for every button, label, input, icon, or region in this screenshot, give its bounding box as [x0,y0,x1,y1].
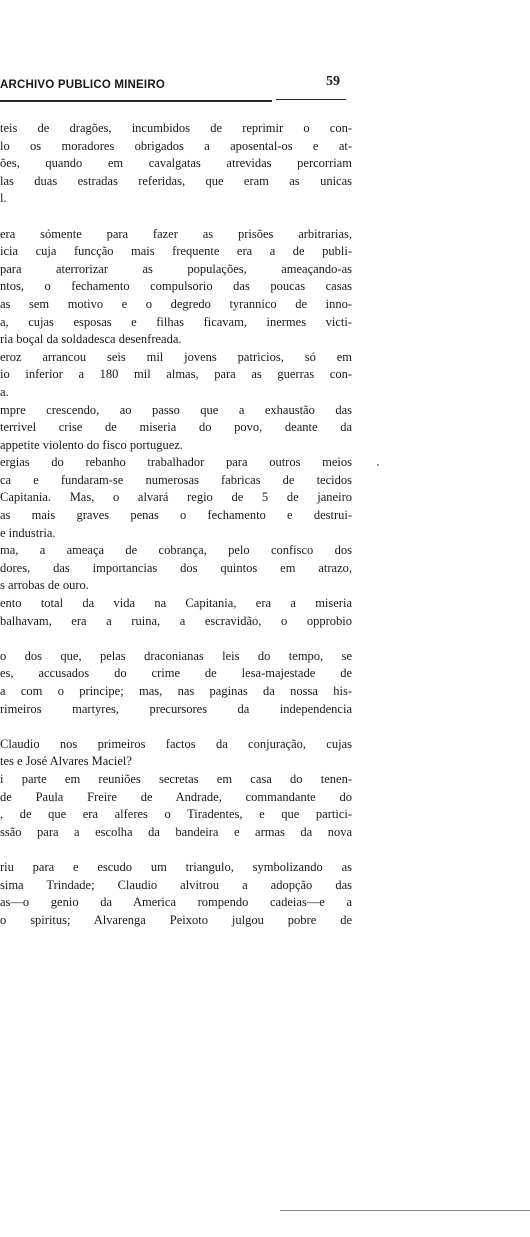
text-line: mpre crescendo, ao passo que a exhaustão das [0,402,352,417]
text-line: ca e fundaram-se numerosas fabricas de tecidos [0,472,352,487]
text-line: icia cuja funcção mais frequente era a de publi- [0,244,352,259]
text-line: ergias do rebanho trabalhador para outros meios [0,455,352,470]
text-line: sima Trindade; Claudio alvitrou a adopção das [0,877,352,892]
text-line: balhavam, era a ruina, a escravidão, o opprobio [0,613,352,628]
text-line: lo os moradores obrigados a aposental-os e at- [0,138,352,153]
text-line: appetite violento do fisco portuguez. [0,437,183,452]
page-number: 59 [326,74,340,89]
text-line: a, cujas esposas e filhas ficavam, inermes victi- [0,314,352,329]
text-line: es, accusados do crime de lesa-majestade de [0,666,352,681]
text-line: terrivel crise de miseria do povo, deante da [0,420,352,435]
text-line: ma, a ameaça de cobrança, pelo confisco dos [0,543,352,558]
text-line: tes e José Alvares Maciel? [0,754,132,769]
text-line: ria boçal da soldadesca desenfreada. [0,332,182,347]
text-line: io inferior a 180 mil almas, para as guerras con- [0,367,352,382]
text-line: ento total da vida na Capitania, era a miseria [0,596,352,611]
page-number-rule [276,99,346,100]
text-line: Claudio nos primeiros factos da conjuração, cujas [0,736,352,751]
text-line: las duas estradas referidas, que eram as unicas [0,173,352,188]
text-line: ntos, o fechamento compulsorio das poucas casas [0,279,352,294]
text-line: o spiritus; Alvarenga Peixoto julgou pobre de [0,912,352,927]
text-line: as—o genio da America rompendo cadeias—e a [0,895,352,910]
text-line: riu para e escudo um triangulo, symbolizando as [0,859,352,874]
text-line: dores, das importancias dos quintos em atrazo, [0,560,352,575]
text-line: ssão para a escolha da bandeira e armas da nova [0,824,352,839]
text-line: Capitania. Mas, o alvará regio de 5 de janeiro [0,490,352,505]
running-title: ARCHIVO PUBLICO MINEIRO [0,79,165,91]
text-line: s arrobas de ouro. [0,578,89,593]
scan-speck [377,464,379,466]
text-line: l. [0,191,7,206]
text-line: o dos que, pelas draconianas leis do tempo, se [0,648,352,663]
text-line: , de que era alferes o Tiradentes, e que partici- [0,807,352,822]
text-line: rimeiros martyres, precursores da independencia [0,701,352,716]
text-line: eroz arrancou seis mil jovens patricios, só em [0,349,352,364]
paragraph-gap [0,841,352,859]
text-line: as mais graves penas o fechamento e destrui- [0,508,352,523]
text-line: a. [0,384,9,399]
text-line: era sómente para fazer as prisões arbitrarias, [0,226,352,241]
text-line: teis de dragões, incumbidos de reprimir o con- [0,121,352,135]
text-line: ões, quando em cavalgatas atrevidas percorriam [0,156,352,171]
text-line: para aterrorizar as populações, ameaçando-as [0,261,352,276]
text-line: i parte em reuniões secretas em casa do tenen- [0,771,352,786]
paragraph-gap [0,208,352,226]
text-line: de Paula Freire de Andrade, commandante do [0,789,352,804]
footer-rule [280,1210,530,1211]
text-line: e industria. [0,525,56,540]
text-line: a com o principe; mas, nas paginas da nossa his- [0,684,352,698]
paragraph-gap [0,630,352,648]
text-line: as sem motivo e o degredo tyrannico de inno- [0,296,352,311]
paragraph-gap [0,718,352,736]
header-rule [0,100,272,102]
body-text [0,120,352,929]
